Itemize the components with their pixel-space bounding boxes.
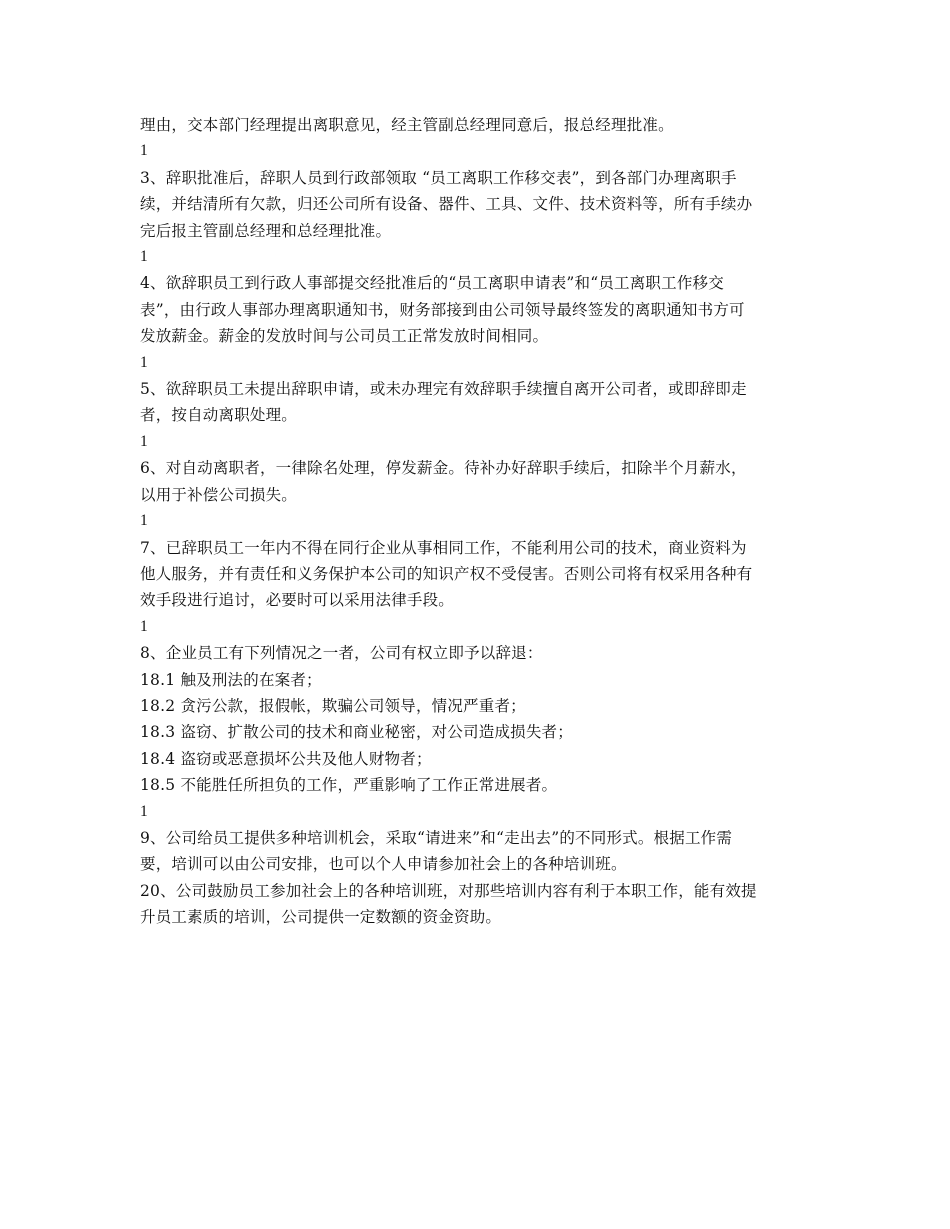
text-line: 发放薪金。薪金的发放时间与公司员工正常发放时间相同。 (140, 327, 549, 346)
page-marker: 1 (140, 432, 148, 450)
text-line: 7、已辞职员工一年内不得在同行企业从事相同工作，不能利用公司的技术，商业资料为 (140, 538, 747, 557)
text-line: 6、对自动离职者，一律除名处理，停发薪金。待补办好辞职手续后，扣除半个月薪水， (140, 459, 747, 478)
page-marker: 1 (140, 802, 148, 820)
text-line: 升员工素质的培训，公司提供一定数额的资金资助。 (140, 908, 502, 927)
page-marker: 1 (140, 248, 148, 266)
text-line: 20、公司鼓励员工参加社会上的各种培训班，对那些培训内容有利于本职工作，能有效提 (140, 881, 757, 900)
text-line: 者，按自动离职处理。 (140, 406, 298, 425)
page-marker: 1 (140, 142, 148, 160)
text-line: 9、公司给员工提供多种培训机会，采取“请进来”和“走出去”的不同形式。根据工作需 (140, 828, 733, 847)
list-item: 18.1 触及刑法的在案者； (140, 670, 322, 689)
text-line: 8、企业员工有下列情况之一者，公司有权立即予以辞退： (140, 644, 543, 663)
text-line: 续，并结清所有欠款，归还公司所有设备、器件、工具、文件、技术资料等，所有手续办 (140, 195, 753, 214)
text-line: 4、欲辞职员工到行政人事部提交经批准后的“员工离职申请表”和“员工离职工作移交 (140, 274, 724, 293)
text-line: 他人服务，并有责任和义务保护本公司的知识产权不受侵害。否则公司将有权采用各种有 (140, 564, 753, 583)
list-item: 18.4 盗窃或恶意损坏公共及他人财物者； (140, 749, 432, 768)
text-line: 完后报主管副总经理和总经理批准。 (140, 221, 392, 240)
page-marker: 1 (140, 512, 148, 530)
text-line: 表”，由行政人事部办理离职通知书，财务部接到由公司领导最终签发的离职通知书方可 (140, 300, 745, 319)
text-line: 以用于补偿公司损失。 (140, 485, 298, 504)
text-line: 要，培训可以由公司安排，也可以个人申请参加社会上的各种培训班。 (140, 855, 627, 874)
text-line: 效手段进行追讨，必要时可以采用法律手段。 (140, 591, 455, 610)
document-body (140, 112, 812, 931)
list-item: 18.5 不能胜任所担负的工作，严重影响了工作正常进展者。 (140, 776, 558, 795)
list-item: 18.3 盗窃、扩散公司的技术和商业秘密，对公司造成损失者； (140, 723, 573, 742)
page-marker: 1 (140, 353, 148, 371)
text-line: 5、欲辞职员工未提出辞职申请，或未办理完有效辞职手续擅自离开公司者，或即辞即走 (140, 380, 747, 399)
page-marker: 1 (140, 617, 148, 635)
text-line: 理由，交本部门经理提出离职意见，经主管副总经理同意后，报总经理批准。 (140, 116, 674, 134)
list-item: 18.2 贪污公款，报假帐，欺骗公司领导，情况严重者； (140, 696, 526, 715)
text-line: 3、辞职批准后，辞职人员到行政部领取 “员工离职工作移交表”，到各部门办理离职手 (140, 168, 737, 187)
